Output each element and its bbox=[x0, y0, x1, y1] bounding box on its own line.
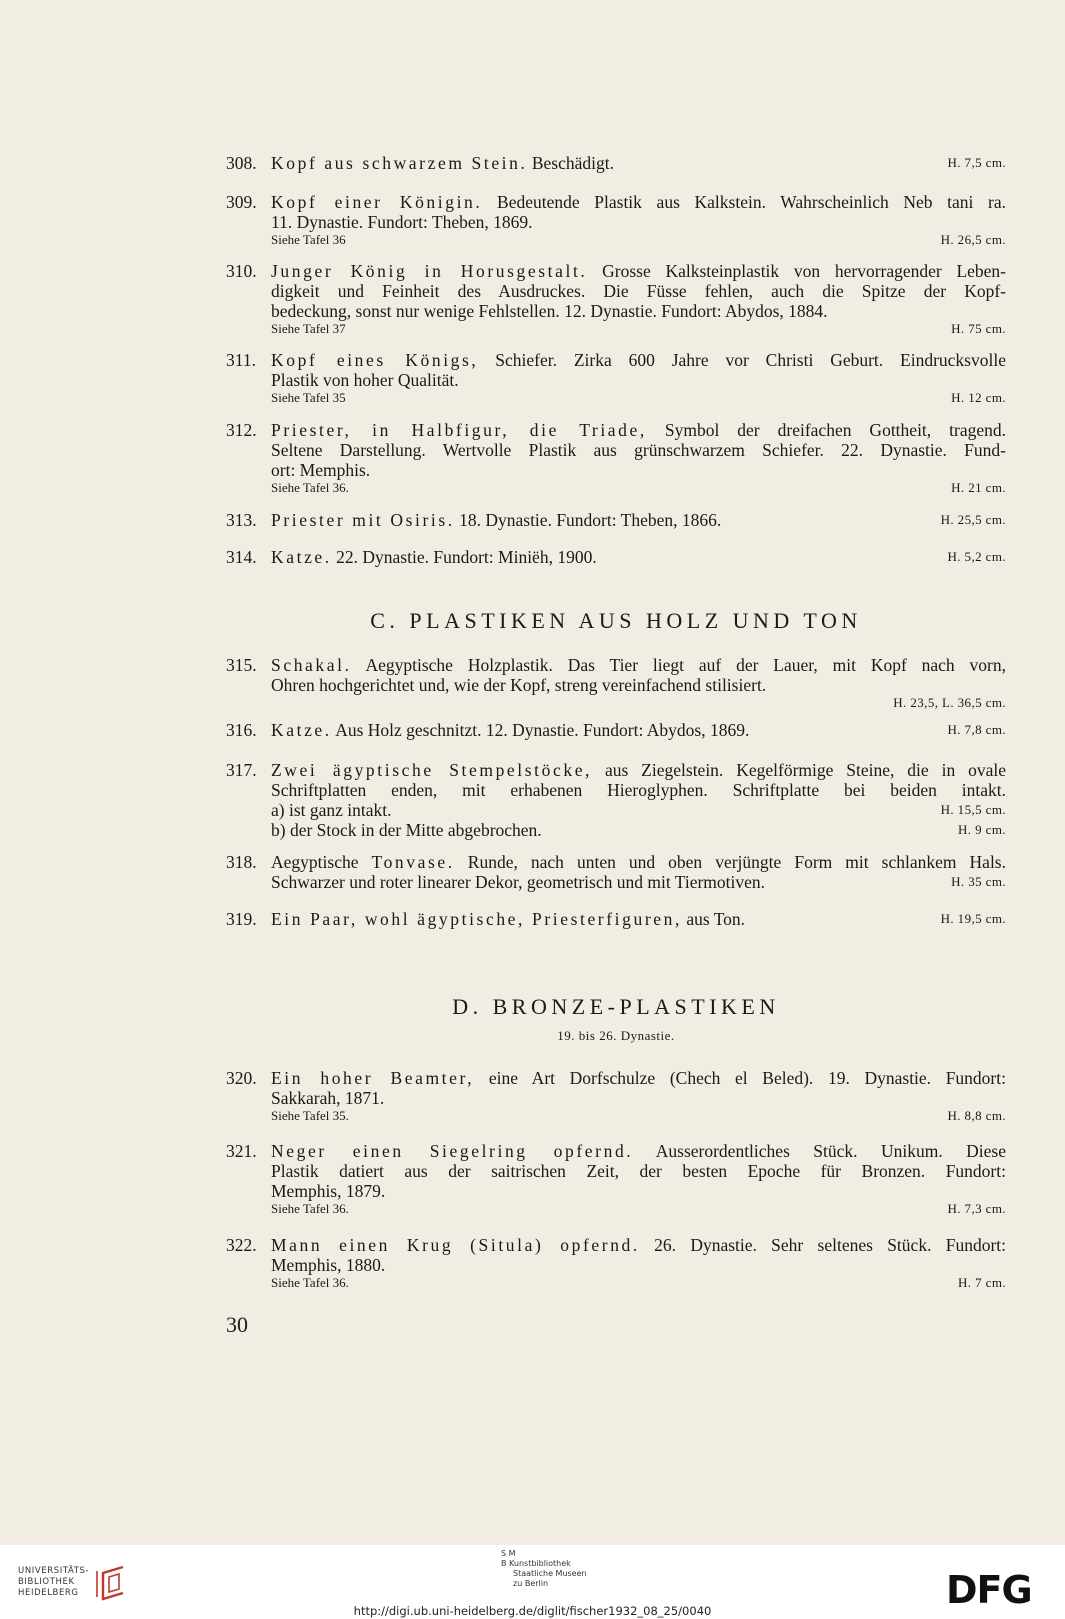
entry-title: Ein hoher Beamter, bbox=[271, 1068, 475, 1088]
entry-number: 309. bbox=[226, 192, 257, 212]
permalink-url[interactable]: http://digi.ub.uni-heidelberg.de/diglit/fischer1932_08_25/0040 bbox=[353, 1604, 712, 1618]
entry-title: Kopf eines Königs, bbox=[271, 350, 479, 370]
logo-text-line: B Kunstbibliothek bbox=[501, 1559, 571, 1568]
entry-measure: H. 7 cm. bbox=[958, 1275, 1006, 1290]
entry-measure: H. 75 cm. bbox=[951, 321, 1006, 336]
entry-text: Ausserordentliches Stück. Unikum. Diese bbox=[633, 1141, 1006, 1161]
entry-text: 11. Dynastie. Fundort: Theben, 1869. bbox=[271, 212, 533, 232]
entry-text: aus Ziegelstein. Kegelförmige Steine, die in ovale bbox=[592, 760, 1007, 780]
entry-text: 26. Dynastie. Sehr seltenes Stück. Fundort: bbox=[639, 1235, 1007, 1255]
entry-number: 316. bbox=[226, 720, 257, 740]
ub-heidelberg-logo-icon[interactable] bbox=[93, 1563, 129, 1603]
entry-measure: H. 7,8 cm. bbox=[947, 722, 1006, 737]
entry-measure: H. 15,5 cm. bbox=[940, 802, 1006, 817]
entry-text: Aegyptische Holzplastik. Das Tier liegt auf der Lauer, mit Kopf nach vorn, bbox=[351, 655, 1006, 675]
page-number: 30 bbox=[226, 1312, 248, 1337]
entry-text: Sakkarah, 1871. bbox=[271, 1088, 385, 1108]
entry-text: aus Ton. bbox=[681, 909, 746, 929]
entry-text: Grosse Kalksteinplastik von hervorragender Leben- bbox=[587, 261, 1006, 281]
catalog-entry-309 bbox=[226, 192, 1006, 248]
catalog-entry-316 bbox=[226, 720, 1006, 740]
entry-text: Schwarzer und roter linearer Dekor, geometrisch und mit Tiermotiven. bbox=[271, 872, 766, 892]
entry-text: Runde, nach unten und oben verjüngte Form mit schlankem Hals. bbox=[454, 852, 1006, 872]
entry-number: 311. bbox=[226, 350, 256, 370]
entry-number: 315. bbox=[226, 655, 257, 675]
entry-text: Symbol der dreifachen Gottheit, tragend. bbox=[646, 420, 1006, 440]
entry-number: 312. bbox=[226, 420, 257, 440]
entry-text: Plastik datiert aus der saitrischen Zeit, der besten Epoche für Bronzen. Fundort: bbox=[271, 1161, 1006, 1181]
catalog-entry-314 bbox=[226, 547, 1006, 567]
entry-title: Kopf aus schwarzem Stein. bbox=[271, 153, 528, 173]
catalog-entry-320 bbox=[226, 1068, 1006, 1124]
catalog-entry-310 bbox=[226, 261, 1006, 337]
entry-number: 308. bbox=[226, 153, 257, 173]
plate-reference: Siehe Tafel 35 bbox=[271, 390, 346, 405]
logo-text-line: Staatliche Museen bbox=[513, 1569, 587, 1578]
plate-reference: Siehe Tafel 36. bbox=[271, 1201, 349, 1216]
catalog-entry-311 bbox=[226, 350, 1006, 406]
entry-title: Priester, in Halbfigur, die Triade, bbox=[271, 420, 647, 440]
entry-title: Priester mit Osiris. bbox=[271, 510, 455, 530]
plate-reference: Siehe Tafel 36 bbox=[271, 232, 346, 247]
viewer-footer bbox=[0, 1545, 1065, 1619]
catalog-entry-312 bbox=[226, 420, 1006, 496]
ub-heidelberg-logo-text[interactable] bbox=[18, 1566, 89, 1599]
section-heading-c: C. PLASTIKEN AUS HOLZ UND TON bbox=[370, 608, 862, 633]
entry-measure: H. 7,5 cm. bbox=[947, 155, 1006, 170]
entry-title: Katze. bbox=[271, 547, 332, 567]
smb-kunstbibliothek-logo[interactable] bbox=[501, 1549, 587, 1589]
entry-text: 22. Dynastie. Fundort: Miniëh, 1900. bbox=[331, 547, 597, 567]
entry-text: b) der Stock in der Mitte abgebrochen. bbox=[271, 820, 542, 840]
plate-reference: Siehe Tafel 36. bbox=[271, 1275, 349, 1290]
entry-measure: H. 12 cm. bbox=[951, 390, 1006, 405]
plate-reference: Siehe Tafel 37 bbox=[271, 321, 346, 336]
catalog-entry-308 bbox=[226, 153, 1006, 173]
entry-number: 321. bbox=[226, 1141, 257, 1161]
entry-text: eine Art Dorfschulze (Chech el Beled). 19. Dynastie. Fundort: bbox=[474, 1068, 1006, 1088]
entry-text: Beschädigt. bbox=[527, 153, 614, 173]
entry-measure: H. 5,2 cm. bbox=[947, 549, 1006, 564]
plate-reference: Siehe Tafel 36. bbox=[271, 480, 349, 495]
entry-text: bedeckung, sonst nur wenige Fehlstellen. 12. Dynastie. Fundort: Abydos, 1884. bbox=[271, 301, 828, 321]
catalog-entry-318 bbox=[226, 852, 1006, 892]
entry-title: Kopf einer Königin. bbox=[271, 192, 483, 212]
entry-number: 313. bbox=[226, 510, 257, 530]
logo-text-line: HEIDELBERG bbox=[18, 1588, 79, 1598]
entry-measure: H. 7,3 cm. bbox=[947, 1201, 1006, 1216]
entry-measure: H. 9 cm. bbox=[958, 822, 1006, 837]
catalog-entry-315 bbox=[226, 655, 1006, 711]
logo-text-line: S M bbox=[501, 1549, 516, 1558]
entry-measure: H. 23,5, L. 36,5 cm. bbox=[893, 695, 1006, 710]
entry-text: Ohren hochgerichtet und, wie der Kopf, streng vereinfachend stilisiert. bbox=[271, 675, 767, 695]
logo-text-line: zu Berlin bbox=[513, 1579, 549, 1588]
catalog-column bbox=[226, 0, 1006, 1545]
catalog-entry-321 bbox=[226, 1141, 1006, 1217]
entry-text: ort: Memphis. bbox=[271, 460, 371, 480]
entry-number: 314. bbox=[226, 547, 257, 567]
entry-text: Seltene Darstellung. Wertvolle Plastik aus grünschwarzem Schiefer. 22. Dynastie. Fund- bbox=[271, 440, 1006, 460]
entry-text: digkeit und Feinheit des Ausdruckes. Die Füsse fehlen, auch die Spitze der Kopf- bbox=[271, 281, 1006, 301]
catalog-entry-317 bbox=[226, 760, 1006, 840]
section-subheading-d: 19. bis 26. Dynastie. bbox=[557, 1028, 675, 1043]
entry-text: Schriftplatten enden, mit erhabenen Hieroglyphen. Schriftplatte bei beiden intakt. bbox=[271, 780, 1006, 800]
entry-measure: H. 19,5 cm. bbox=[940, 911, 1006, 926]
entry-number: 322. bbox=[226, 1235, 257, 1255]
entry-title: Mann einen Krug (Situla) opfernd. bbox=[271, 1235, 640, 1255]
entry-number: 318. bbox=[226, 852, 257, 872]
entry-number: 310. bbox=[226, 261, 257, 281]
entry-number: 319. bbox=[226, 909, 257, 929]
dfg-logo[interactable]: DFG bbox=[946, 1568, 1032, 1612]
entry-text: Bedeutende Plastik aus Kalkstein. Wahrscheinlich Neb tani ra. bbox=[482, 192, 1007, 212]
entry-measure: H. 25,5 cm. bbox=[940, 512, 1006, 527]
entry-measure: H. 8,8 cm. bbox=[947, 1108, 1006, 1123]
entry-text: Memphis, 1880. bbox=[271, 1255, 386, 1275]
entry-measure: H. 26,5 cm. bbox=[940, 232, 1006, 247]
entry-text: a) ist ganz intakt. bbox=[271, 800, 392, 820]
entry-title: Junger König in Horusgestalt. bbox=[271, 261, 588, 281]
entry-number: 317. bbox=[226, 760, 257, 780]
logo-text-line: BIBLIOTHEK bbox=[18, 1577, 75, 1587]
entry-text: Schiefer. Zirka 600 Jahre vor Christi Geburt. Eindrucksvolle bbox=[478, 350, 1006, 370]
entry-title: Ein Paar, wohl ägyptische, Priesterfiguren, bbox=[271, 909, 682, 929]
section-heading-d: D. BRONZE-PLASTIKEN bbox=[452, 994, 780, 1019]
entry-text: Aegyptische bbox=[271, 852, 372, 872]
plate-reference: Siehe Tafel 35. bbox=[271, 1108, 349, 1123]
entry-text: 18. Dynastie. Fundort: Theben, 1866. bbox=[454, 510, 722, 530]
catalog-entry-322 bbox=[226, 1235, 1006, 1291]
entry-title: Schakal. bbox=[271, 655, 352, 675]
logo-text-line: UNIVERSITÄTS- bbox=[18, 1566, 90, 1576]
entry-text: Aus Holz geschnitzt. 12. Dynastie. Fundort: Abydos, 1869. bbox=[331, 720, 750, 740]
entry-measure: H. 35 cm. bbox=[951, 874, 1006, 889]
catalog-entry-313 bbox=[226, 510, 1006, 530]
entry-text: Plastik von hoher Qualität. bbox=[271, 370, 459, 390]
entry-measure: H. 21 cm. bbox=[951, 480, 1006, 495]
entry-title: Zwei ägyptische Stempelstöcke, bbox=[271, 760, 593, 780]
entry-title: Katze. bbox=[271, 720, 332, 740]
entry-text: Memphis, 1879. bbox=[271, 1181, 386, 1201]
entry-number: 320. bbox=[226, 1068, 257, 1088]
entry-title: Neger einen Siegelring opfernd. bbox=[271, 1141, 634, 1161]
entry-title: Tonvase. bbox=[371, 852, 455, 872]
catalog-entry-319 bbox=[226, 909, 1006, 929]
